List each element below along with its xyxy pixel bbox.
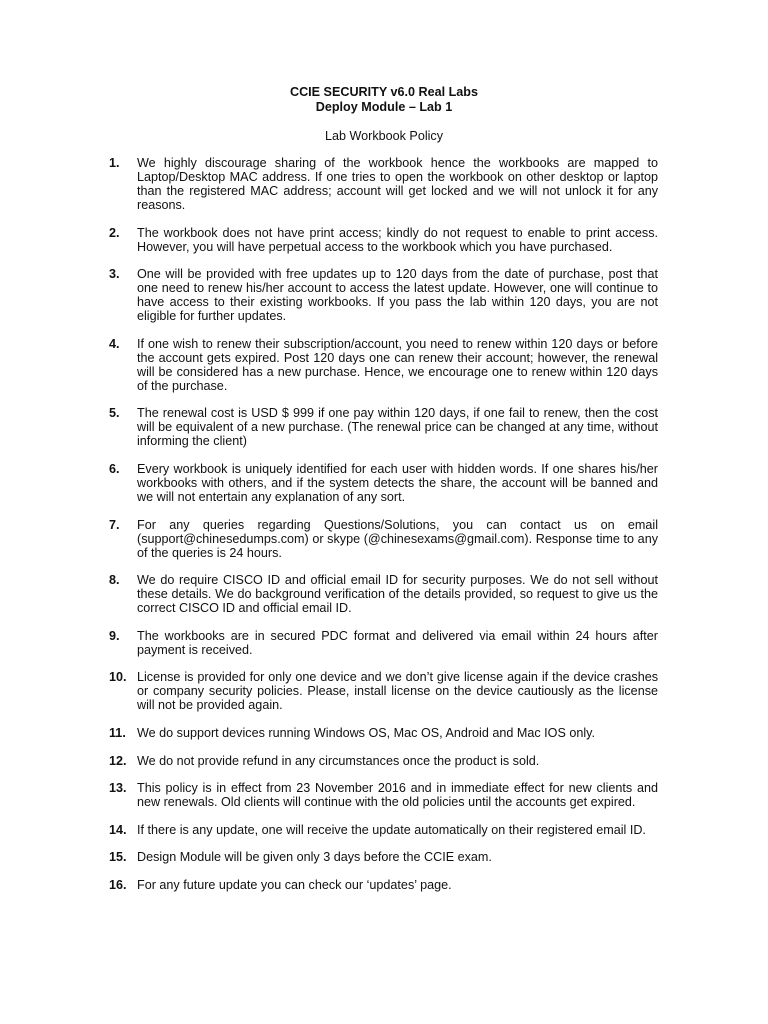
policy-heading: Lab Workbook Policy [324, 129, 444, 143]
policy-item-number: 14. [109, 822, 127, 837]
policy-item-number: 13. [109, 781, 127, 796]
policy-item-text: The workbooks are in secured PDC format and delivered via email within 24 hours after payment is received. [137, 628, 658, 657]
policy-item-number: 2. [109, 225, 120, 240]
policy-item-number: 7. [109, 517, 120, 532]
policy-item-text: One will be provided with free updates up to 120 days from the date of purchase, post that one need to renew his/her account to access the latest update. However, one will continue to have access to their existing workbooks. If you pass the lab within 120 days, you are not eligible for further updates. [137, 267, 658, 324]
policy-item-text: For any future update you can check our ‘updates’ page. [137, 877, 452, 892]
policy-item-number: 4. [109, 336, 120, 351]
policy-item [109, 754, 658, 768]
policy-item-text: Every workbook is uniquely identified for each user with hidden words. If one shares his/her workbooks with others, and if the system detects the share, the account will be banned and we will not entertain any explanation of any sort. [137, 461, 658, 504]
policy-item-number: 11. [109, 725, 126, 740]
policy-item-text: The workbook does not have print access; kindly do not request to enable to print access. However, you will have perpetual access to the workbook which you have purchased. [137, 225, 658, 254]
document-header [0, 85, 768, 144]
policy-item-text: The renewal cost is USD $ 999 if one pay within 120 days, if one fail to renew, then the cost will be equivalent of a new purchase. (The renewal price can be changed at any time, without informing the client) [137, 406, 658, 449]
policy-item [109, 781, 658, 809]
policy-item-number: 8. [109, 573, 120, 588]
policy-item-text: We do not provide refund in any circumstances once the product is sold. [137, 753, 540, 768]
policy-item-text: If there is any update, one will receive the update automatically on their registered email ID. [137, 822, 646, 837]
policy-item-number: 6. [109, 461, 120, 476]
policy-item [109, 878, 658, 892]
policy-item-number: 1. [109, 156, 120, 170]
policy-item [109, 226, 658, 254]
policy-item [109, 670, 658, 712]
policy-item [109, 629, 658, 657]
policy-item-number: 16. [109, 877, 127, 892]
policy-item [109, 267, 658, 323]
policy-item-number: 3. [109, 267, 120, 282]
policy-item-text: License is provided for only one device and we don’t give license again if the device crashes or company security policies. Please, install license on the device cautiously as the license will not be provided again. [137, 670, 658, 713]
policy-item-text: We do require CISCO ID and official email ID for security purposes. We do not sell without these details. We do background verification of the details provided, so request to give us the correct CISCO ID and official email ID. [137, 573, 658, 616]
policy-item-text: Design Module will be given only 3 days before the CCIE exam. [137, 850, 492, 865]
policy-item [109, 823, 658, 837]
policy-list [109, 156, 658, 906]
policy-item [109, 462, 658, 504]
policy-item-number: 5. [109, 406, 120, 421]
policy-item [109, 406, 658, 448]
policy-item [109, 726, 658, 740]
policy-item-number: 9. [109, 628, 120, 643]
document-title: CCIE SECURITY v6.0 Real Labs [289, 85, 479, 99]
policy-item-text: This policy is in effect from 23 November 2016 and in immediate effect for new clients and new renewals. Old clients will continue with the old policies until the accounts get expired. [137, 781, 658, 810]
policy-item-text: If one wish to renew their subscription/account, you need to renew within 120 days or before the account gets expired. Post 120 days one can renew their account; however, the renewal will be considered has a new purchase. Hence, we encourage one to renew within 120 days of the purchase. [137, 336, 658, 393]
policy-item [109, 518, 658, 560]
policy-item-text: We highly discourage sharing of the workbook hence the workbooks are mapped to Laptop/Desktop MAC address. If one tries to open the workbook on other desktop or laptop than the registered MAC address; account will get locked and we will not unlock it for any reasons. [137, 156, 658, 212]
policy-item-number: 12. [109, 753, 127, 768]
policy-item [109, 156, 658, 212]
policy-item [109, 850, 658, 864]
policy-item-number: 10. [109, 670, 127, 685]
policy-item [109, 337, 658, 393]
policy-item-text: We do support devices running Windows OS, Mac OS, Android and Mac IOS only. [137, 725, 596, 740]
policy-item [109, 573, 658, 615]
module-title: Deploy Module – Lab 1 [315, 100, 453, 114]
policy-item-text: For any queries regarding Questions/Solutions, you can contact us on email (support@chinesedumps.com) or skype (@chinesexams@gmail.com). Response time to any of the queries is 24 hours. [137, 517, 658, 560]
policy-item-number: 15. [109, 850, 127, 865]
